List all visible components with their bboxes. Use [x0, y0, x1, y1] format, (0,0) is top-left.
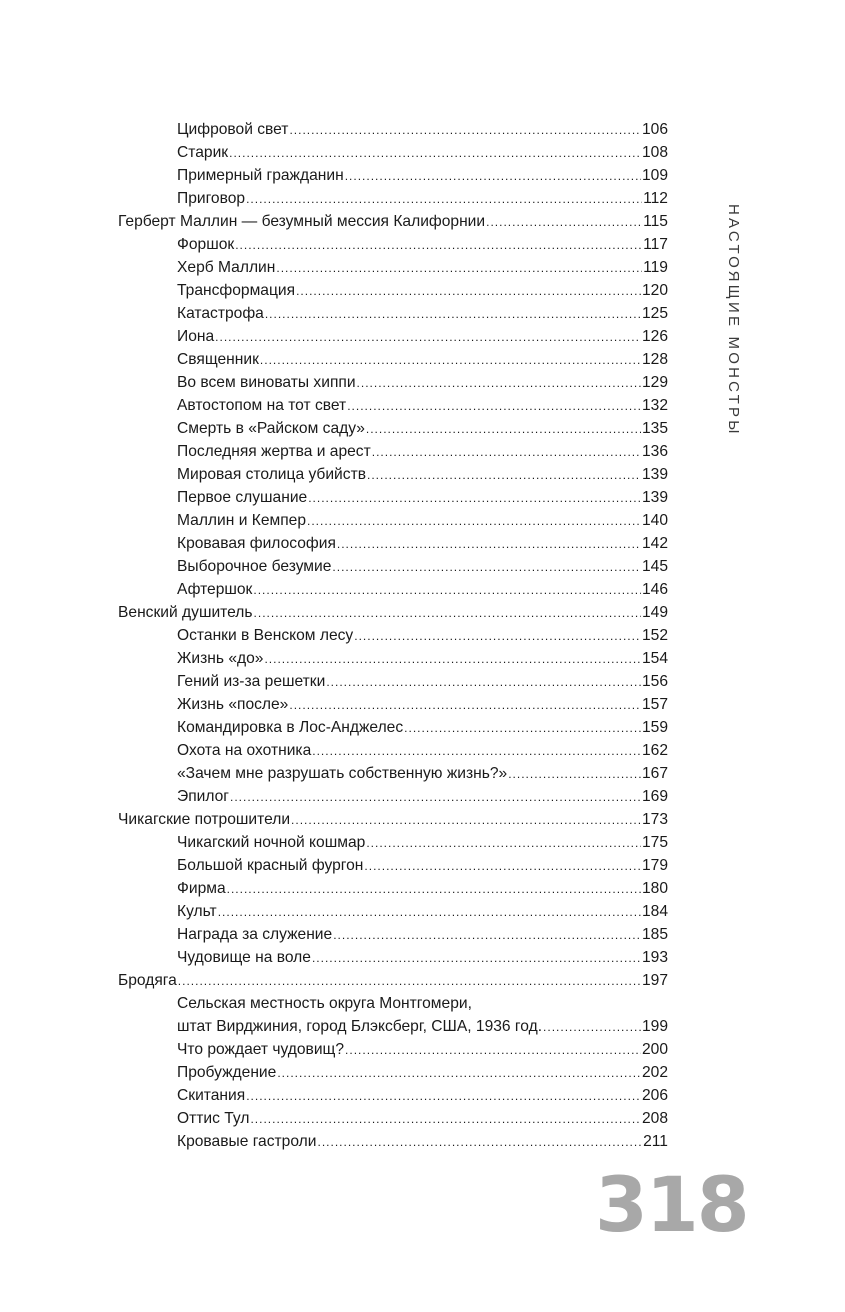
toc-entry: [118, 164, 668, 187]
dot-leader: [218, 901, 641, 924]
dot-leader: [357, 372, 641, 395]
dot-leader: [345, 165, 641, 188]
dot-leader: [317, 1131, 642, 1154]
toc-entry-page: 202: [641, 1064, 668, 1081]
table-of-contents: [118, 118, 668, 1153]
dot-leader: [312, 740, 641, 763]
toc-entry-title: Цифровой свет: [177, 121, 289, 138]
toc-entry: [118, 785, 668, 808]
toc-entry-page: 184: [641, 903, 668, 920]
dot-leader: [296, 280, 641, 303]
dot-leader: [372, 441, 641, 464]
toc-entry-title: «Зачем мне разрушать собственную жизнь?»: [177, 765, 508, 782]
running-header: НАСТОЯЩИЕ МОНСТРЫ: [725, 204, 742, 437]
toc-entry-page: 199: [641, 1018, 668, 1035]
toc-entry: [118, 417, 668, 440]
toc-entry-page: 136: [641, 443, 668, 460]
toc-entry-title: Культ: [177, 903, 217, 920]
toc-entry: [118, 394, 668, 417]
toc-entry-title: Последняя жертва и арест: [177, 443, 371, 460]
toc-entry-title: Фирма: [177, 880, 226, 897]
toc-entry-page: 154: [641, 650, 668, 667]
dot-leader: [227, 878, 641, 901]
toc-entry-title: Маллин и Кемпер: [177, 512, 306, 529]
dot-leader: [276, 257, 642, 280]
toc-entry: [118, 118, 668, 141]
toc-entry-page: 180: [641, 880, 668, 897]
dot-leader: [367, 464, 641, 487]
toc-entry: [118, 233, 668, 256]
toc-entry-title: Награда за служение: [177, 926, 333, 943]
toc-entry-page: 119: [643, 259, 668, 276]
toc-entry-title: Во всем виноваты хиппи: [177, 374, 356, 391]
toc-entry-page: 117: [643, 236, 668, 253]
toc-entry: [118, 210, 668, 233]
toc-entry-page: 106: [641, 121, 668, 138]
toc-entry-page: 139: [641, 466, 668, 483]
toc-entry-title: Большой красный фургон: [177, 857, 364, 874]
dot-leader: [347, 395, 641, 418]
toc-entry: [118, 762, 668, 785]
toc-entry-title: Священник: [177, 351, 259, 368]
toc-entry-page: 152: [641, 627, 668, 644]
toc-entry-title: Выборочное безумие: [177, 558, 332, 575]
toc-entry-title: Венский душитель: [118, 604, 253, 621]
dot-leader: [246, 188, 642, 211]
toc-entry: [118, 647, 668, 670]
dot-leader: [229, 142, 641, 165]
toc-entry-title: Смерть в «Райском саду»: [177, 420, 365, 437]
toc-entry-title: Эпилог: [177, 788, 229, 805]
dot-leader: [246, 1085, 641, 1108]
toc-entry-title: Охота на охотника: [177, 742, 312, 759]
toc-entry: [118, 1130, 668, 1153]
toc-entry-title: Катастрофа: [177, 305, 264, 322]
toc-entry-title: Примерный гражданин: [177, 167, 344, 184]
toc-entry-page: 109: [641, 167, 668, 184]
dot-leader: [250, 1108, 641, 1131]
toc-entry: [118, 992, 668, 1015]
toc-entry-page: 193: [641, 949, 668, 966]
toc-entry: [118, 256, 668, 279]
toc-entry-page: 135: [641, 420, 668, 437]
dot-leader: [253, 579, 641, 602]
toc-entry-title: Афтершок: [177, 581, 253, 598]
toc-entry-page: 211: [643, 1133, 668, 1150]
dot-leader: [289, 694, 641, 717]
toc-entry: [118, 601, 668, 624]
toc-entry-title: Останки в Венском лесу: [177, 627, 354, 644]
toc-entry: [118, 463, 668, 486]
toc-entry-title: Гений из-за решетки: [177, 673, 326, 690]
dot-leader: [333, 924, 641, 947]
dot-leader: [178, 970, 641, 993]
toc-entry: [118, 578, 668, 601]
toc-entry-title: Герберт Маллин — безумный мессия Калифорнии: [118, 213, 486, 230]
toc-entry: [118, 1061, 668, 1084]
toc-entry: [118, 624, 668, 647]
toc-entry-title: Чикагские потрошители: [118, 811, 291, 828]
dot-leader: [291, 809, 641, 832]
toc-entry-title: Первое слушание: [177, 489, 308, 506]
toc-entry: [118, 532, 668, 555]
toc-entry-title: Скитания: [177, 1087, 246, 1104]
toc-entry-title: Сельская местность округа Монтгомери,: [177, 995, 472, 1012]
dot-leader: [508, 763, 641, 786]
toc-entry-page: 125: [641, 305, 668, 322]
dot-leader: [235, 234, 642, 257]
toc-entry-title: Приговор: [177, 190, 246, 207]
dot-leader: [364, 855, 641, 878]
toc-entry: [118, 716, 668, 739]
toc-entry: [118, 440, 668, 463]
dot-leader: [345, 1039, 641, 1062]
toc-entry-title: Жизнь «до»: [177, 650, 264, 667]
toc-entry-page: 200: [641, 1041, 668, 1058]
toc-entry: [118, 325, 668, 348]
page-number: 318: [595, 1160, 748, 1249]
toc-entry-title: штат Вирджиния, город Блэксберг, США, 1936 год.: [177, 1018, 543, 1035]
toc-entry-page: 128: [641, 351, 668, 368]
toc-entry-title: Трансформация: [177, 282, 296, 299]
toc-entry-page: 139: [641, 489, 668, 506]
toc-entry: [118, 486, 668, 509]
dot-leader: [337, 533, 641, 556]
dot-leader: [308, 487, 641, 510]
dot-leader: [277, 1062, 641, 1085]
dot-leader: [366, 418, 641, 441]
toc-entry-title: Бродяга: [118, 972, 177, 989]
toc-entry-page: 126: [641, 328, 668, 345]
toc-entry-page: 206: [641, 1087, 668, 1104]
toc-entry: [118, 670, 668, 693]
toc-entry-page: 129: [641, 374, 668, 391]
toc-entry: [118, 739, 668, 762]
toc-entry-page: 175: [641, 834, 668, 851]
toc-entry-title: Форшок: [177, 236, 235, 253]
toc-entry-title: Мировая столица убийств: [177, 466, 366, 483]
dot-leader: [354, 625, 641, 648]
toc-entry: [118, 371, 668, 394]
toc-entry: [118, 1038, 668, 1061]
toc-entry-title: Что рождает чудовищ?: [177, 1041, 345, 1058]
toc-entry: [118, 1107, 668, 1130]
dot-leader: [215, 326, 641, 349]
toc-entry: [118, 969, 668, 992]
toc-entry: [118, 1015, 668, 1038]
dot-leader: [264, 648, 641, 671]
dot-leader: [332, 556, 641, 579]
toc-entry-title: Пробуждение: [177, 1064, 277, 1081]
toc-entry-page: 185: [641, 926, 668, 943]
toc-entry-page: 167: [641, 765, 668, 782]
dot-leader: [326, 671, 641, 694]
dot-leader: [289, 119, 641, 142]
toc-entry-title: Старик: [177, 144, 229, 161]
toc-entry: [118, 693, 668, 716]
dot-leader: [230, 786, 641, 809]
toc-entry-title: Иона: [177, 328, 215, 345]
toc-entry-page: 162: [641, 742, 668, 759]
toc-entry-page: 149: [641, 604, 668, 621]
toc-entry: [118, 946, 668, 969]
toc-entry-page: 156: [641, 673, 668, 690]
toc-entry-page: 179: [641, 857, 668, 874]
toc-entry: [118, 555, 668, 578]
toc-entry: [118, 854, 668, 877]
toc-entry-page: 145: [641, 558, 668, 575]
toc-entry-page: 108: [641, 144, 668, 161]
toc-entry-title: Кровавая философия: [177, 535, 336, 552]
toc-entry: [118, 279, 668, 302]
toc-entry: [118, 900, 668, 923]
toc-entry-page: 112: [643, 190, 668, 207]
toc-entry-page: 120: [641, 282, 668, 299]
toc-entry-page: 208: [641, 1110, 668, 1127]
dot-leader: [404, 717, 641, 740]
toc-entry-page: 159: [641, 719, 668, 736]
toc-entry: [118, 1084, 668, 1107]
dot-leader: [265, 303, 641, 326]
dot-leader: [366, 832, 641, 855]
toc-entry-title: Жизнь «после»: [177, 696, 289, 713]
toc-entry-page: 142: [641, 535, 668, 552]
dot-leader: [543, 1016, 641, 1039]
toc-entry-title: Херб Маллин: [177, 259, 276, 276]
toc-entry-page: 173: [641, 811, 668, 828]
toc-entry-title: Автостопом на тот свет: [177, 397, 347, 414]
toc-entry-title: Командировка в Лос-Анджелес: [177, 719, 404, 736]
toc-entry-page: 115: [643, 213, 668, 230]
toc-entry-title: Оттис Тул: [177, 1110, 250, 1127]
toc-entry: [118, 808, 668, 831]
toc-entry-page: 146: [641, 581, 668, 598]
toc-entry-page: 157: [641, 696, 668, 713]
toc-entry: [118, 923, 668, 946]
toc-entry: [118, 831, 668, 854]
toc-entry-title: Кровавые гастроли: [177, 1133, 317, 1150]
toc-entry-page: 169: [641, 788, 668, 805]
toc-entry-page: 197: [641, 972, 668, 989]
toc-entry: [118, 348, 668, 371]
dot-leader: [260, 349, 641, 372]
toc-entry-page: 132: [641, 397, 668, 414]
dot-leader: [307, 510, 641, 533]
dot-leader: [312, 947, 641, 970]
toc-entry: [118, 141, 668, 164]
toc-entry-title: Чудовище на воле: [177, 949, 311, 966]
toc-entry-page: 140: [641, 512, 668, 529]
toc-entry: [118, 877, 668, 900]
dot-leader: [486, 211, 642, 234]
dot-leader: [254, 602, 641, 625]
toc-entry-title: Чикагский ночной кошмар: [177, 834, 366, 851]
toc-entry: [118, 302, 668, 325]
toc-entry: [118, 509, 668, 532]
toc-entry: [118, 187, 668, 210]
